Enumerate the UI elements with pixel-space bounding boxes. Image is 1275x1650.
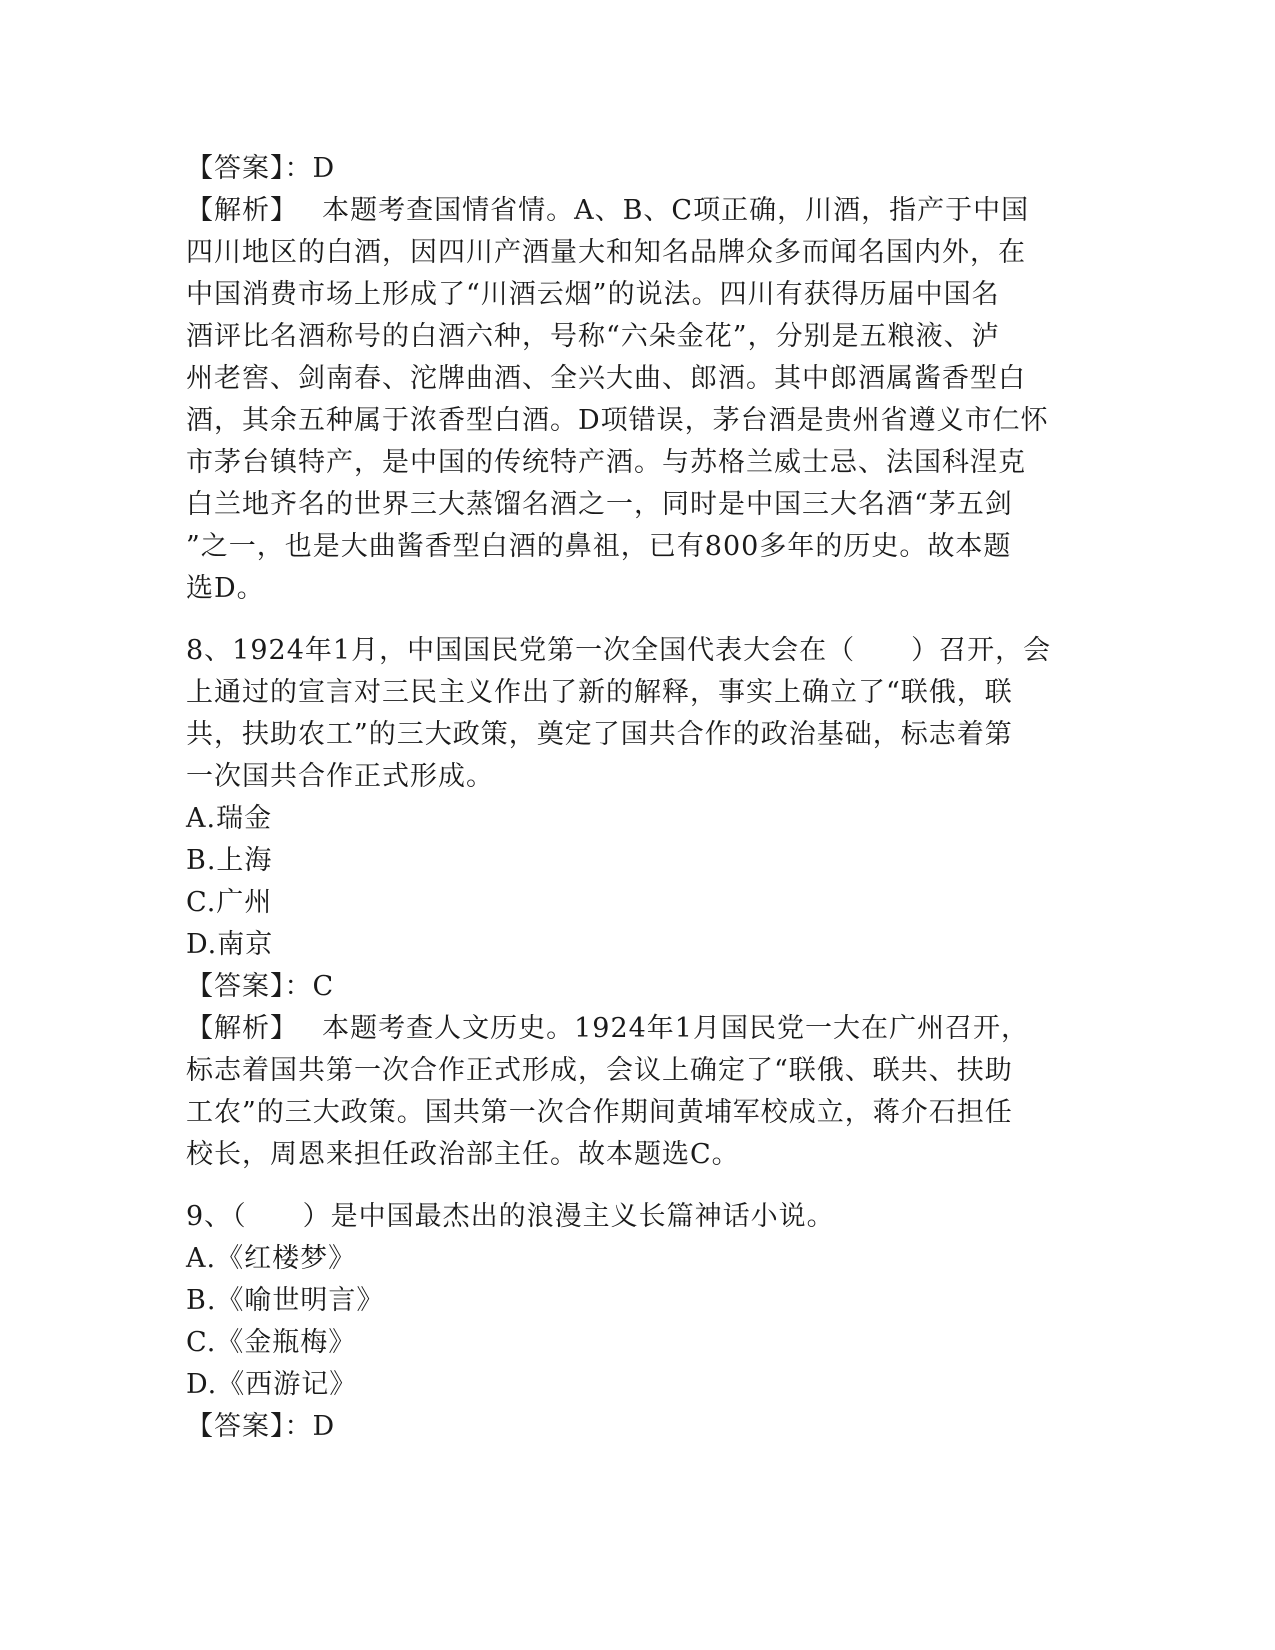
option-d: D.《西游记》 <box>186 1369 358 1400</box>
option-b: B.《喻世明言》 <box>186 1285 385 1316</box>
analysis-line: 选D。 <box>186 573 265 604</box>
analysis-line: 州老窖、剑南春、沱牌曲酒、全兴大曲、郎酒。其中郎酒属酱香型白 <box>186 363 1026 394</box>
question-line: 一次国共合作正式形成。 <box>186 761 494 792</box>
spacer <box>186 1176 1091 1196</box>
answer-line: 【答案】：D <box>186 1411 336 1442</box>
analysis-line: 市茅台镇特产，是中国的传统特产酒。与苏格兰威士忌、法国科涅克 <box>186 447 1026 478</box>
analysis-line: 工农”的三大政策。国共第一次合作期间黄埔军校成立，蒋介石担任 <box>186 1097 1013 1128</box>
option-a: A.瑞金 <box>186 803 273 834</box>
option-a: A.《红楼梦》 <box>186 1243 357 1274</box>
option-c: C.《金瓶梅》 <box>186 1327 357 1358</box>
spacer <box>186 610 1091 630</box>
analysis-line: 【解析】 本题考查人文历史。1924年1月国民党一大在广州召开， <box>186 1013 1029 1044</box>
question-line: 上通过的宣言对三民主义作出了新的解释，事实上确立了“联俄，联 <box>186 677 1013 708</box>
analysis-line: 【解析】 本题考查国情省情。A、B、C项正确，川酒，指产于中国 <box>186 195 1030 226</box>
question-line: 9、（ ）是中国最杰出的浪漫主义长篇神话小说。 <box>186 1201 835 1232</box>
option-d: D.南京 <box>186 929 274 960</box>
analysis-line: 四川地区的白酒，因四川产酒量大和知名品牌众多而闻名国内外，在 <box>186 237 1026 268</box>
analysis-line: 中国消费市场上形成了“川酒云烟”的说法。四川有获得历届中国名 <box>186 279 1000 310</box>
answer-line: 【答案】：C <box>186 971 335 1002</box>
analysis-line: ”之一，也是大曲酱香型白酒的鼻祖，已有800多年的历史。故本题 <box>186 531 1012 562</box>
analysis-line: 酒评比名酒称号的白酒六种，号称“六朵金花”，分别是五粮液、泸 <box>186 321 1000 352</box>
analysis-line: 白兰地齐名的世界三大蒸馏名酒之一，同时是中国三大名酒“茅五剑 <box>186 489 1013 520</box>
analysis-line: 校长，周恩来担任政治部主任。故本题选C。 <box>186 1139 740 1170</box>
question-line: 8、1924年1月，中国国民党第一次全国代表大会在（ ）召开，会 <box>186 635 1052 666</box>
option-b: B.上海 <box>186 845 273 876</box>
option-c: C.广州 <box>186 887 273 918</box>
answer-line: 【答案】：D <box>186 153 336 184</box>
analysis-line: 标志着国共第一次合作正式形成，会议上确定了“联俄、联共、扶助 <box>186 1055 1013 1086</box>
analysis-line: 酒，其余五种属于浓香型白酒。D项错误，茅台酒是贵州省遵义市仁怀 <box>186 405 1049 436</box>
document-body <box>186 148 1091 1448</box>
question-line: 共，扶助农工”的三大政策，奠定了国共合作的政治基础，标志着第 <box>186 719 1013 750</box>
